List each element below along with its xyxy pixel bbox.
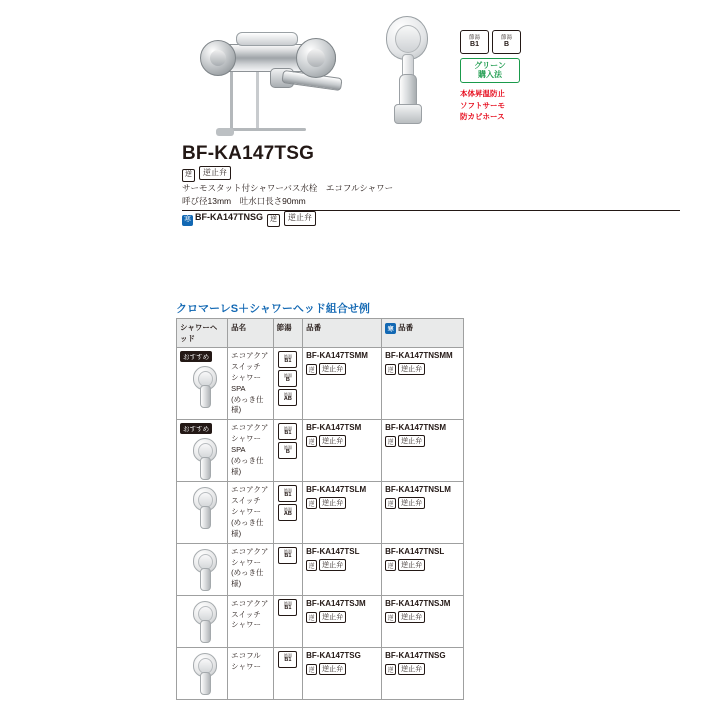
gyaku-box-cold: 逆止弁 [398,497,425,509]
th-model-cold [382,319,464,348]
model-number: BF-KA147TSG [306,650,361,660]
cell-eco [273,595,303,647]
table-title: クロマーレS＋シャワーヘッド組合せ例 [176,303,370,315]
table-row [177,595,464,647]
shower-head-thumb [185,549,219,589]
gyaku-box: 逆止弁 [319,559,346,571]
feature-item-2: ソフトサーモ [460,100,505,110]
gyaku-box-cold: 逆止弁 [398,363,425,375]
model-number: BF-KA147TSLM [306,485,367,495]
eco-badge-b-top: 節湯 [500,34,512,41]
model-mark-row [306,608,378,623]
eco-badge-stack [277,423,300,459]
model-mark-row-cold [385,432,460,447]
hose-line-1 [230,70,233,130]
eco-badge-b1-bottom: B1 [470,41,479,49]
gyaku-icon: 逆 [306,664,317,675]
eco-badge-bottom: B [285,376,290,383]
page-title: BF-KA147TSG [182,143,315,164]
eco-badge-stack [277,351,300,406]
eco-badge-bottom: B [285,449,290,455]
cell-model [303,482,382,543]
cell-model [303,595,382,647]
cell-eco [273,543,303,595]
cell-model-cold [382,543,464,595]
eco-badge-top: 節湯 [283,549,292,555]
eco-badge-top: 節湯 [283,601,292,607]
eco-badge [278,423,297,440]
gyaku-box-2: 逆止弁 [284,211,316,225]
eco-badge-top: 節湯 [283,507,292,512]
shower-head-thumb [185,438,219,478]
gyaku-icon-cold: 逆 [385,664,396,675]
feature-item-3: 防カビホース [460,111,505,121]
thumb-grip [200,385,211,408]
eco-badge-b-bottom: B [503,41,510,49]
model-mark-row [306,360,378,375]
eco-badge [278,370,297,387]
gyaku-box: 逆止弁 [319,497,346,509]
eco-badge-top: 節湯 [283,488,292,493]
product-spec [182,166,393,227]
cell-eco [273,482,303,543]
cell-shower-head [177,420,228,482]
model-mark-row-cold [385,360,460,375]
gyaku-icon: 逆 [306,560,317,571]
eco-badge [278,442,297,459]
divider [182,210,680,211]
thumb-grip [200,568,211,591]
th-shower-head: シャワーヘッド [177,319,228,348]
shower-head-thumb [185,366,219,406]
gyaku-box-cold: 逆止弁 [398,559,425,571]
model-number: BF-KA147TSL [306,546,360,556]
eco-badge-b1-top: 節湯 [468,34,480,41]
cell-model [303,348,382,420]
spec-desc-1: サーモスタット付シャワーバス水栓 エコフルシャワー [182,182,394,193]
cell-model-cold [382,482,464,543]
faucet-base [216,128,234,136]
table-row [177,543,464,595]
th-eco: 節湯 [273,319,303,348]
gyaku-icon: 逆 [306,436,317,447]
model-number: BF-KA147TSMM [306,351,368,360]
cell-model-cold [382,595,464,647]
th-model-cold-label: 品番 [398,323,414,332]
cell-shower-head [177,482,228,543]
cell-eco [273,420,303,482]
eco-badges [460,30,540,122]
shower-head-thumb [185,601,219,641]
eco-badge-bottom: B1 [284,553,292,560]
eco-badge-stack [277,599,300,616]
eco-badge [278,389,297,406]
eco-badge-top: 節湯 [283,353,292,359]
hose-line-3 [230,128,306,131]
spec-variant-line [182,211,393,227]
cell-shower-head [177,595,228,647]
gyaku-box: 逆止弁 [319,663,346,675]
th-model: 品番 [303,319,382,348]
product-illustration [0,0,710,140]
table-row [177,482,464,543]
cell-shower-head [177,647,228,699]
gyaku-box: 逆止弁 [319,435,346,447]
product-name: エコフル シャワー [231,650,261,671]
eco-badge [278,351,297,368]
model-mark-row [306,494,378,509]
gyaku-icon: 逆 [306,612,317,623]
recommend-badge: おすすめ [180,423,212,434]
cell-shower-head [177,543,228,595]
shower-face [395,25,421,53]
model-mark-row-cold [385,556,460,571]
eco-badge [278,651,297,668]
gyaku-box: 逆止弁 [319,363,346,375]
thumb-grip [200,506,211,529]
cell-name [228,420,273,482]
feature-item-1: 本体昇温防止 [460,89,505,99]
product-name: エコアクア スイッチ シャワー (めっき仕様) [231,485,269,538]
recommend-badge: おすすめ [180,351,212,362]
cell-name [228,482,273,543]
model-number-cold: BF-KA147TNSMM [385,351,453,360]
model-mark-row [306,432,378,447]
th-name: 品名 [228,319,273,348]
eco-badge [278,504,297,521]
faucet-dial [236,32,298,46]
eco-badge-top: 節湯 [283,445,292,450]
cold-region-icon: 寒 [182,215,193,226]
eco-badge-top: 節湯 [283,391,292,397]
table-row [177,420,464,482]
gyaku-box: 逆止弁 [199,166,231,180]
eco-badge-bottom: B1 [284,430,292,436]
model-number-cold: BF-KA147TNSG [385,650,446,660]
model-number-cold: BF-KA147TNSLM [385,485,451,495]
thumb-grip [200,620,211,643]
product-name: エコアクア シャワー SPA (めっき仕様) [231,423,269,476]
cell-model-cold [382,420,464,482]
model-number: BF-KA147TSJM [306,598,366,608]
eco-badge-bottom: B1 [284,605,292,612]
thumb-grip [200,672,211,695]
eco-badge [278,485,297,502]
eco-badge-top: 節湯 [283,372,292,378]
eco-badge-top: 節湯 [283,653,292,659]
faucet-illustration [196,18,346,123]
model-number-cold: BF-KA147TNSM [385,423,447,433]
model-mark-row-cold [385,608,460,623]
cell-name [228,348,273,420]
variant-model: BF-KA147TNSG [195,212,264,223]
product-name: エコアクア シャワー (めっき仕様) [231,546,269,589]
product-name: エコアクア スイッチ シャワー [231,598,269,630]
table-row [177,647,464,699]
spec-mark-line [182,166,393,182]
model-mark-row [306,660,378,675]
feature-list [460,88,540,122]
gyaku-icon-cold: 逆 [385,612,396,623]
cold-region-icon-header: 寒 [385,323,396,334]
gyaku-icon-2: 逆 [267,214,280,227]
cell-shower-head [177,348,228,420]
green-purchase-line1: グリーン [474,61,506,70]
model-number-cold: BF-KA147TNSJM [385,598,451,608]
table-row [177,348,464,420]
table-header-row [177,319,464,348]
model-mark-row [306,556,378,571]
cell-model [303,420,382,482]
cell-model [303,647,382,699]
model-mark-row-cold [385,494,460,509]
cell-name [228,647,273,699]
cell-name [228,595,273,647]
eco-badge-b1 [460,30,489,54]
eco-badge-b [492,30,521,54]
eco-badge-bottom: AB [283,395,292,402]
hose-line-2 [256,68,259,130]
cell-model-cold [382,348,464,420]
gyaku-icon-cold: 逆 [385,364,396,375]
shower-hook [394,104,422,124]
eco-badge-bottom: B1 [284,357,292,364]
eco-badge-bottom: B1 [284,492,292,498]
gyaku-icon: 逆 [306,498,317,509]
eco-badge-row [460,30,540,54]
eco-badge [278,547,297,564]
eco-badge [278,599,297,616]
model-mark-row-cold [385,660,460,675]
cell-model [303,543,382,595]
temperature-knob [200,40,236,76]
model-number: BF-KA147TSM [306,423,362,433]
spec-desc-2: 呼び径13mm 吐水口長さ90mm [182,196,306,207]
eco-badge-bottom: AB [283,511,292,517]
shower-head-thumb [185,487,219,527]
combination-table [176,318,464,700]
gyaku-icon-cold: 逆 [385,560,396,571]
gyaku-icon-cold: 逆 [385,498,396,509]
eco-badge-stack [277,547,300,564]
cell-eco [273,348,303,420]
green-purchase-badge [460,58,520,83]
eco-badge-bottom: B1 [284,657,292,664]
eco-badge-top: 節湯 [283,426,292,431]
green-purchase-line2: 購入法 [478,70,502,80]
eco-badge-stack [277,651,300,668]
shower-head-thumb [185,653,219,693]
gyaku-icon-cold: 逆 [385,436,396,447]
gyaku-box-cold: 逆止弁 [398,611,425,623]
cell-eco [273,647,303,699]
product-name: エコアクア スイッチ シャワー SPA (めっき仕様) [231,351,269,415]
cell-model-cold [382,647,464,699]
shower-head-illustration [372,16,442,126]
gyaku-box: 逆止弁 [319,611,346,623]
gyaku-icon: 逆 [182,169,195,182]
gyaku-icon: 逆 [306,364,317,375]
model-number-cold: BF-KA147TNSL [385,546,445,556]
gyaku-box-cold: 逆止弁 [398,663,425,675]
eco-badge-stack [277,485,300,521]
flow-knob [296,38,336,78]
thumb-grip [200,457,211,480]
gyaku-box-cold: 逆止弁 [398,435,425,447]
cell-name [228,543,273,595]
